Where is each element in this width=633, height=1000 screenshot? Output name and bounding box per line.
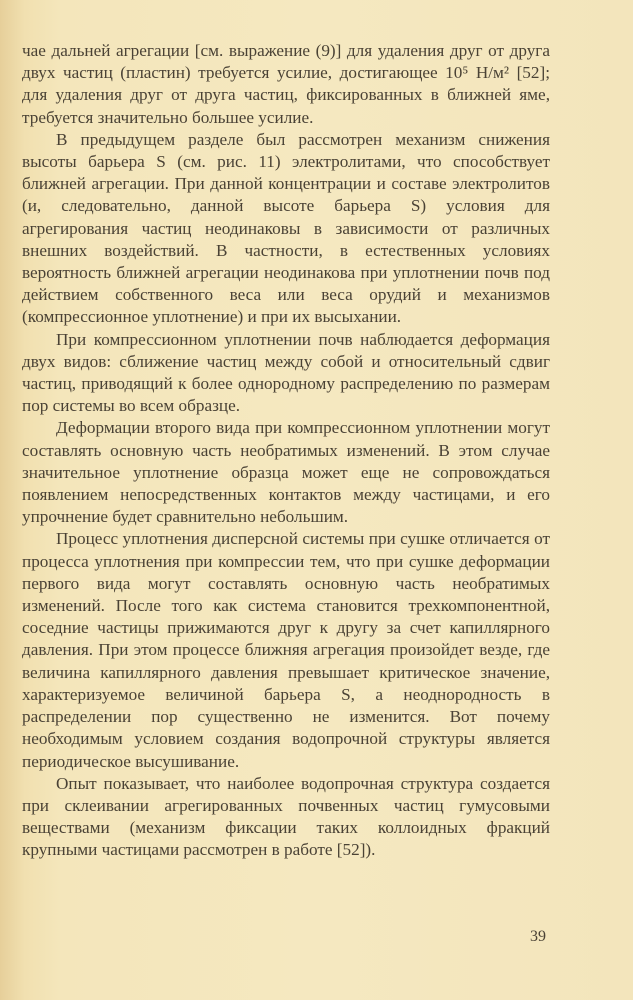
paragraph-4: Деформации второго вида при компрессионном уплотнении могут составлять основную часть необратимых изменений. В этом случае значительное уплотнение образца может еще не сопровождаться появлением непосредственных контактов между частицами, и его упрочнение будет сравнительно небольшим. [22, 418, 550, 527]
paragraph-3: При компрессионном уплотнении почв наблюдается деформация двух видов: сближение частиц между собой и относительный сдвиг частиц, приводящий к более однородному распределению по размерам пор системы во всем образце. [22, 329, 550, 416]
page-number: 39 [530, 928, 546, 945]
paragraph-2: В предыдущем разделе был рассмотрен механизм снижения высоты барьера S (см. рис. 11) электролитами, что способствует ближней агрегации. При данной концентрации и составе электролитов (и, следовательно, данной высоте барьера S) условия для агрегирования частиц неодинаковы в зависимости от различных внешних воздействий. В частности, в естественных условиях вероятность ближней агрегации неодинакова при уплотнении почв под действием собственного веса или веса орудий и механизмов (компрессионное уплотнение) и при их высыхании. [22, 129, 550, 327]
paragraph-1: чае дальней агрегации [см. выражение (9)] для удаления друг от друга двух частиц (пластин) требуется усилие, достигающее 10⁵ Н/м² [52]; для удаления друг от друга частиц, фиксированных в ближней яме, требуется значительно большее усилие. [22, 41, 550, 127]
paragraph-5: Процесс уплотнения дисперсной системы при сушке отличается от процесса уплотнения при компрессии тем, что при сушке деформации первого вида могут составлять основную часть необратимых изменений. После того как система становится трехкомпонентной, соседние частицы прижимаются друг к другу за счет капиллярного давления. При этом процессе ближняя агрегация произойдет везде, где величина капиллярного давления превышает критическое значение, характеризуемое величиной барьера S, а неоднородность в распределении пор существенно не изменится. Вот почему необходимым условием создания водопрочной структуры является периодическое высушивание. [22, 529, 550, 771]
page-body [22, 40, 550, 862]
paragraph-6: Опыт показывает, что наиболее водопрочная структура создается при склеивании агрегированных почвенных частиц гумусовыми веществами (механизм фиксации таких коллоидных фракций крупными частицами рассмотрен в работе [52]). [22, 773, 550, 860]
